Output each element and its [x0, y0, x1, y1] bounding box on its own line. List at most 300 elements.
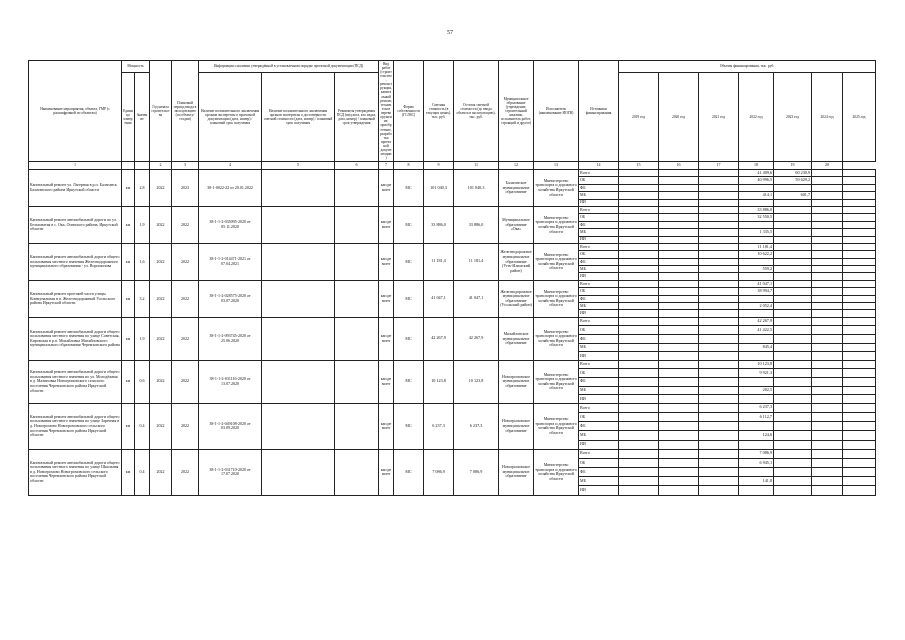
funding-empty — [619, 422, 659, 431]
funding-empty — [699, 206, 739, 213]
executor-cell: Министерство транспорта и дорожного хозяйства Иркутской области — [534, 206, 579, 243]
value-cell: 3,2 — [135, 280, 150, 317]
funding-2025 — [843, 343, 876, 352]
end-year-cell: 2022 — [172, 243, 199, 280]
funding-empty — [619, 477, 659, 486]
project-name: Капитальный ремонт автомобильной дороги общего пользования местного значения по улице Советская, Кировская в р.п. Михайловка Михайловского муниципального образования Черемховского района — [29, 317, 122, 360]
funding-empty — [699, 369, 739, 378]
column-index — [135, 162, 150, 170]
end-year-cell: 2023 — [172, 170, 199, 207]
funding-2024 — [812, 360, 843, 369]
source-label: ФБ — [579, 335, 619, 344]
funding-2022 — [739, 273, 774, 280]
estimated-cost-cell: 6 237,3 — [424, 403, 454, 449]
source-label: ФБ — [579, 258, 619, 265]
funding-empty — [659, 335, 699, 344]
funding-2024 — [812, 440, 843, 449]
funding-2024 — [812, 458, 843, 467]
funding-2024 — [812, 317, 843, 326]
source-label: ФБ — [579, 221, 619, 228]
funding-2025 — [843, 258, 876, 265]
column-index: 5 — [262, 162, 335, 170]
header-funding: Объемы финансирования, тыс. руб. — [619, 61, 876, 73]
header-year-2024: 2024 год — [812, 73, 843, 162]
funding-2023 — [774, 458, 812, 467]
funding-2023 — [774, 360, 812, 369]
psd-approval-cell — [335, 243, 379, 280]
table-row — [29, 360, 876, 369]
source-label: ИИ — [579, 440, 619, 449]
funding-empty — [659, 280, 699, 287]
funding-2022: 559,2 — [739, 266, 774, 273]
funding-empty — [619, 486, 659, 495]
work-type-cell: кап.ремонт — [379, 243, 394, 280]
funding-empty — [619, 266, 659, 273]
funding-empty — [619, 280, 659, 287]
header-sources: Источники финансирования — [579, 61, 619, 162]
funding-2022 — [739, 295, 774, 302]
funding-empty — [659, 206, 699, 213]
work-type-cell: кап.ремонт — [379, 403, 394, 449]
column-index — [122, 162, 135, 170]
funding-empty — [699, 199, 739, 206]
start-year-cell: 2022 — [150, 360, 172, 403]
funding-2022: 845,4 — [739, 343, 774, 352]
positive-conclusion-cell — [262, 360, 335, 403]
municipal-cell: Балаганское муниципальное образование — [499, 170, 534, 207]
funding-empty — [619, 251, 659, 258]
funding-empty — [619, 377, 659, 386]
table-row — [29, 280, 876, 287]
column-index-row — [29, 162, 876, 170]
municipal-cell: Новогромовское муниципальное образование — [499, 360, 534, 403]
funding-2024 — [812, 280, 843, 287]
funding-2025 — [843, 477, 876, 486]
work-type-cell: кап.ремонт — [379, 317, 394, 360]
header-power: Мощность — [122, 61, 150, 73]
funding-2022 — [739, 221, 774, 228]
funding-2022: 11 181,4 — [739, 243, 774, 250]
funding-2025 — [843, 288, 876, 295]
funding-empty — [619, 360, 659, 369]
psd-approval-cell — [335, 170, 379, 207]
funding-2023 — [774, 288, 812, 295]
work-type-cell: кап.ремонт — [379, 170, 394, 207]
header-municipal: Муниципальное образование (учреждение, строительный заказчик, исполнитель работ, строящий и другое) — [499, 61, 534, 162]
funding-2023 — [774, 243, 812, 250]
funding-2024 — [812, 303, 843, 310]
funding-empty — [699, 170, 739, 177]
funding-2023 — [774, 440, 812, 449]
start-year-cell: 2022 — [150, 170, 172, 207]
column-index: 4 — [199, 162, 262, 170]
header-remaining-cost: Остаток сметной стоимости (до ввода объекта в эксплуатацию), тыс. руб. — [454, 61, 499, 162]
funding-empty — [699, 431, 739, 440]
source-label: ИИ — [579, 486, 619, 495]
funding-2025 — [843, 377, 876, 386]
funding-empty — [699, 458, 739, 467]
funding-2024 — [812, 395, 843, 404]
unit-cell: км — [122, 449, 135, 495]
source-label: ОБ — [579, 214, 619, 221]
funding-2024 — [812, 288, 843, 295]
funding-empty — [619, 199, 659, 206]
funding-empty — [619, 236, 659, 243]
funding-2023 — [774, 206, 812, 213]
funding-empty — [659, 352, 699, 361]
header-unit: Единица измерения — [122, 73, 135, 162]
funding-2023 — [774, 335, 812, 344]
funding-empty — [619, 221, 659, 228]
column-index: 17 — [699, 162, 739, 170]
funding-2025 — [843, 206, 876, 213]
funding-empty — [659, 170, 699, 177]
funding-empty — [659, 317, 699, 326]
funding-empty — [619, 288, 659, 295]
remaining-cost-cell: 41 047,1 — [454, 280, 499, 317]
funding-empty — [619, 258, 659, 265]
funding-empty — [699, 295, 739, 302]
remaining-cost-cell: 42 267,9 — [454, 317, 499, 360]
funding-empty — [699, 386, 739, 395]
end-year-cell: 2022 — [172, 403, 199, 449]
funding-2023 — [774, 214, 812, 221]
end-year-cell: 2022 — [172, 449, 199, 495]
funding-empty — [659, 431, 699, 440]
funding-2025 — [843, 326, 876, 335]
funding-2023 — [774, 468, 812, 477]
source-label: ОБ — [579, 288, 619, 295]
column-index: 12 — [499, 162, 534, 170]
funding-empty — [659, 199, 699, 206]
column-index: 14 — [579, 162, 619, 170]
source-label: ИИ — [579, 352, 619, 361]
remaining-cost-cell: 33 886,0 — [454, 206, 499, 243]
funding-2024 — [812, 335, 843, 344]
municipal-cell: Новогромовское муниципальное образование — [499, 449, 534, 495]
funding-2024 — [812, 343, 843, 352]
ownership-cell: МС — [394, 170, 424, 207]
column-index: 13 — [534, 162, 579, 170]
funding-empty — [659, 243, 699, 250]
funding-2022: 41 422,5 — [739, 326, 774, 335]
column-index: 7 — [379, 162, 394, 170]
funding-empty — [699, 310, 739, 317]
funding-empty — [619, 468, 659, 477]
funding-2025 — [843, 243, 876, 250]
funding-2025 — [843, 386, 876, 395]
funding-2024 — [812, 199, 843, 206]
funding-2022: 6 945,1 — [739, 458, 774, 467]
unit-cell: км — [122, 317, 135, 360]
ownership-cell: МС — [394, 243, 424, 280]
executor-cell: Министерство транспорта и дорожного хозяйства Иркутской области — [534, 170, 579, 207]
municipal-cell: Муниципальное образование «Ока» — [499, 206, 534, 243]
source-label: ФБ — [579, 468, 619, 477]
funding-empty — [619, 177, 659, 184]
funding-2022: 141,8 — [739, 477, 774, 486]
expertise-cell: 38-1-1-2-031710-2020 от 17.07.2020 — [199, 449, 262, 495]
funding-empty — [659, 310, 699, 317]
funding-empty — [619, 440, 659, 449]
source-label: Всего — [579, 206, 619, 213]
estimated-cost-cell: 33 886,0 — [424, 206, 454, 243]
executor-cell: Министерство транспорта и дорожного хозяйства Иркутской области — [534, 449, 579, 495]
funding-2024 — [812, 184, 843, 191]
funding-2024 — [812, 422, 843, 431]
funding-2024 — [812, 251, 843, 258]
funding-2023 — [774, 449, 812, 458]
funding-empty — [619, 295, 659, 302]
header-year-2020: 2020 год — [659, 73, 699, 162]
funding-2025 — [843, 468, 876, 477]
funding-empty — [619, 343, 659, 352]
funding-2024 — [812, 431, 843, 440]
funding-2023 — [774, 229, 812, 236]
funding-2022: 202,5 — [739, 386, 774, 395]
funding-2023 — [774, 377, 812, 386]
funding-2022: 32 550,5 — [739, 214, 774, 221]
funding-2022 — [739, 310, 774, 317]
header-expertise: Наличие положительного заключения органов экспертизы о проектной документации (дата, номер) / плановый срок получения — [199, 73, 262, 162]
funding-empty — [699, 326, 739, 335]
end-year-cell: 2022 — [172, 280, 199, 317]
funding-empty — [699, 403, 739, 412]
funding-2025 — [843, 486, 876, 495]
source-label: ИИ — [579, 236, 619, 243]
funding-2024 — [812, 369, 843, 378]
positive-conclusion-cell — [262, 317, 335, 360]
funding-empty — [659, 273, 699, 280]
funding-2023: 59 629,2 — [774, 177, 812, 184]
funding-empty — [659, 486, 699, 495]
header-year-2023: 2023 год — [774, 73, 812, 162]
end-year-cell: 2022 — [172, 317, 199, 360]
funding-empty — [699, 412, 739, 421]
source-label: МБ — [579, 229, 619, 236]
value-cell: 0,6 — [135, 360, 150, 403]
funding-empty — [659, 422, 699, 431]
funding-empty — [699, 251, 739, 258]
funding-2023 — [774, 295, 812, 302]
table-row — [29, 449, 876, 458]
psd-approval-cell — [335, 360, 379, 403]
header-ownership: Форма собственности (ГС/МС) — [394, 61, 424, 162]
funding-2023 — [774, 258, 812, 265]
project-name: Капитальный ремонт автомобильной дороги общего пользования местного значения по улице Заречная в д. Новогромово Новогромовского сельского поселения Черемховского района Иркутской области — [29, 403, 122, 449]
funding-2024 — [812, 177, 843, 184]
funding-2022 — [739, 468, 774, 477]
funding-2023 — [774, 477, 812, 486]
work-type-cell: кап.ремонт — [379, 280, 394, 317]
funding-empty — [659, 177, 699, 184]
value-cell: 1,9 — [135, 317, 150, 360]
funding-empty — [659, 221, 699, 228]
table-row — [29, 317, 876, 326]
funding-empty — [699, 243, 739, 250]
funding-2024 — [812, 243, 843, 250]
funding-empty — [699, 229, 739, 236]
column-index: 11 — [454, 162, 499, 170]
funding-2022: 10 123,8 — [739, 360, 774, 369]
funding-empty — [659, 468, 699, 477]
header-year-end: Плановый период ввода в эксплуатацию (по объекту/стадии) — [172, 61, 199, 162]
funding-2025 — [843, 412, 876, 421]
source-label: ОБ — [579, 251, 619, 258]
column-index: 8 — [394, 162, 424, 170]
header-year-2022: 2022 год — [739, 73, 774, 162]
funding-empty — [659, 440, 699, 449]
funding-2024 — [812, 412, 843, 421]
funding-empty — [659, 449, 699, 458]
funding-empty — [659, 477, 699, 486]
funding-empty — [619, 335, 659, 344]
header-year-start: Год начала строительства — [150, 61, 172, 162]
funding-empty — [619, 412, 659, 421]
source-label: ФБ — [579, 422, 619, 431]
source-label: МБ — [579, 386, 619, 395]
funding-empty — [659, 326, 699, 335]
funding-empty — [619, 395, 659, 404]
funding-2023 — [774, 422, 812, 431]
funding-empty — [699, 449, 739, 458]
work-type-cell: кап.ремонт — [379, 449, 394, 495]
funding-2022: 6 237,3 — [739, 403, 774, 412]
column-index: 16 — [659, 162, 699, 170]
funding-empty — [659, 288, 699, 295]
project-name: Капитальный ремонт автомобильной дороги общего пользования местного значения по ул. Молодёжная в д. Малиновка Новогромовского сельского поселения Черемховского района Иркутской области — [29, 360, 122, 403]
funding-empty — [659, 184, 699, 191]
unit-cell: км — [122, 280, 135, 317]
funding-2023 — [774, 412, 812, 421]
value-cell: 1,6 — [135, 243, 150, 280]
funding-empty — [619, 458, 659, 467]
column-index: 9 — [424, 162, 454, 170]
ownership-cell: МС — [394, 280, 424, 317]
funding-2023 — [774, 273, 812, 280]
funding-empty — [699, 486, 739, 495]
expertise-cell: 38-1-1-2-049108-2020 от 03.09.2020 — [199, 403, 262, 449]
funding-2023 — [774, 280, 812, 287]
funding-2024 — [812, 221, 843, 228]
funding-empty — [699, 214, 739, 221]
start-year-cell: 2022 — [150, 206, 172, 243]
positive-conclusion-cell — [262, 243, 335, 280]
funding-empty — [699, 273, 739, 280]
municipal-cell: Железнодорожное муниципальное образование (Усть-Илимский район) — [499, 243, 534, 280]
source-label: ОБ — [579, 412, 619, 421]
funding-2025 — [843, 352, 876, 361]
header-year-2021: 2021 год — [699, 73, 739, 162]
source-label: ИИ — [579, 395, 619, 404]
funding-empty — [619, 326, 659, 335]
funding-2024 — [812, 266, 843, 273]
funding-empty — [619, 369, 659, 378]
column-index: 15 — [619, 162, 659, 170]
funding-empty — [699, 468, 739, 477]
funding-2023 — [774, 266, 812, 273]
funding-empty — [699, 288, 739, 295]
funding-2024 — [812, 468, 843, 477]
funding-empty — [699, 266, 739, 273]
funding-2024 — [812, 229, 843, 236]
header-estimated-cost: Сметная стоимость (в текущих ценах), тыс. руб. — [424, 61, 454, 162]
source-label: ОБ — [579, 177, 619, 184]
table-row — [29, 243, 876, 250]
funding-2025 — [843, 422, 876, 431]
source-label: ОБ — [579, 458, 619, 467]
ownership-cell: МС — [394, 403, 424, 449]
funding-empty — [699, 477, 739, 486]
funding-2024 — [812, 386, 843, 395]
executor-cell: Министерство транспорта и дорожного хозяйства Иркутской области — [534, 403, 579, 449]
unit-cell: км — [122, 170, 135, 207]
funding-2023 — [774, 343, 812, 352]
funding-2022: 1 335,5 — [739, 229, 774, 236]
funding-2025 — [843, 251, 876, 258]
funding-2023 — [774, 352, 812, 361]
project-name: Капитальный ремонт ул. Лагерная в р.п. Балаганск Балаганского района Иркутской области — [29, 170, 122, 207]
funding-2025 — [843, 458, 876, 467]
funding-2023 — [774, 386, 812, 395]
funding-2022: 41 047,1 — [739, 280, 774, 287]
funding-2023 — [774, 221, 812, 228]
column-index: 18 — [739, 162, 774, 170]
funding-2024 — [812, 192, 843, 199]
funding-2022: 42 267,9 — [739, 317, 774, 326]
funding-2024 — [812, 403, 843, 412]
funding-empty — [619, 310, 659, 317]
funding-empty — [659, 403, 699, 412]
funding-empty — [699, 395, 739, 404]
column-index: 20 — [812, 162, 843, 170]
column-index: 19 — [774, 162, 812, 170]
funding-2024 — [812, 206, 843, 213]
funding-2022 — [739, 258, 774, 265]
funding-2025 — [843, 403, 876, 412]
expertise-cell: 38-1-1-2-093745-2020 от 25.06.2020 — [199, 317, 262, 360]
funding-2025 — [843, 310, 876, 317]
funding-2022 — [739, 199, 774, 206]
municipal-cell: Новогромовское муниципальное образование — [499, 403, 534, 449]
funding-empty — [699, 184, 739, 191]
source-label: ОБ — [579, 326, 619, 335]
funding-2023 — [774, 369, 812, 378]
funding-empty — [619, 431, 659, 440]
investment-table — [28, 60, 876, 496]
source-label: ФБ — [579, 295, 619, 302]
work-type-cell: кап.ремонт — [379, 206, 394, 243]
funding-2025 — [843, 184, 876, 191]
funding-2025 — [843, 360, 876, 369]
source-label: Всего — [579, 403, 619, 412]
funding-2025 — [843, 177, 876, 184]
project-name: Капитальный ремонт автомобильной дороги общего пользования местного значения по улице Школьная в д. Новогромово Новогромовского сельского поселения Черемховского района Иркутской области — [29, 449, 122, 495]
funding-empty — [699, 360, 739, 369]
funding-empty — [659, 192, 699, 199]
source-label: Всего — [579, 317, 619, 326]
source-label: Всего — [579, 170, 619, 177]
funding-2023 — [774, 317, 812, 326]
funding-2022 — [739, 422, 774, 431]
funding-2024 — [812, 310, 843, 317]
funding-2024 — [812, 295, 843, 302]
funding-2025 — [843, 395, 876, 404]
funding-2023 — [774, 184, 812, 191]
source-label: ФБ — [579, 184, 619, 191]
value-cell: 0,4 — [135, 403, 150, 449]
funding-2023 — [774, 486, 812, 495]
